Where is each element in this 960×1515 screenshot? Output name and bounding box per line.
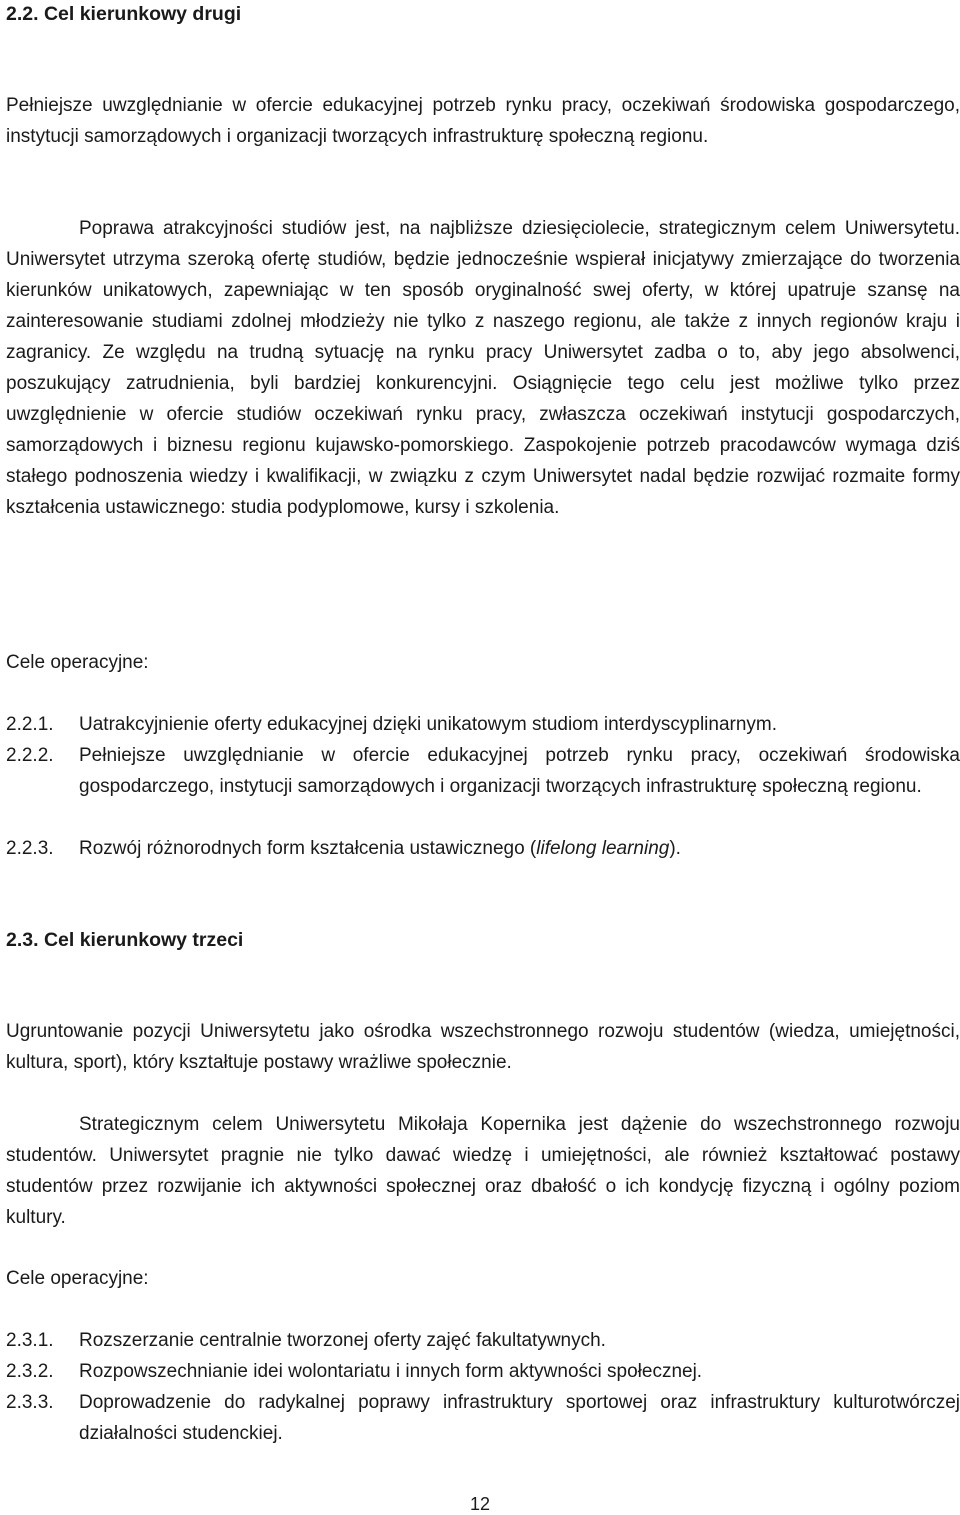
paragraph-continuation: Uniwersytet utrzyma szeroką ofertę studiów, będzie jednocześnie wspierał inicjatywy zmierzające do tworzenia kierunków unikatowych, zapewniając w ten sposób oryginalność swej oferty, w której upatruje szansę na zainteresowanie studiami zdolnej młodzieży nie tylko z naszego regionu, ale także z innych regionów kraju i zagranicy. Ze względu na trudną sytuację na rynku pracy Uniwersytet zadba o to, aby jego absolwenci, poszukujący zatrudnienia, byli bardziej konkurencyjni. Osiągnięcie tego celu jest możliwe tylko przez uwzględnienie w ofercie studiów oczekiwań rynku pracy, zwłaszcza oczekiwań instytucji gospodarczych, samorządowych i biznesu regionu kujawsko-pomorskiego. Zaspokojenie potrzeb pracodawców wymaga dziś stałego podnoszenia wiedzy i kwalifikacji, w związku z czym Uniwersytet nadal będzie rozwijać rozmaite formy kształcenia ustawicznego: studia podyplomowe, kursy i szkolenia. [6,249,960,518]
cele-operacyjne-label: Cele operacyjne: [6,1268,149,1289]
list-item-text: Uatrakcyjnienie oferty edukacyjnej dzięki unikatowym studiom interdyscyplinarnym. [79,714,778,735]
list-item-text: Rozszerzanie centralnie tworzonej oferty zajęć fakultatywnych. [79,1330,606,1351]
list-item [6,709,960,740]
list-item-number: 2.2.1. [6,714,54,735]
paragraph-lead-sentence: Poprawa atrakcyjności studiów jest, na najbliższe dziesięciolecie, strategicznym celem Uniwersytetu. [79,218,960,239]
list-item-text: Pełniejsze uwzględnianie w ofercie edukacyjnej potrzeb rynku pracy, oczekiwań środowiska gospodarczego, instytucji samorządowych i organizacji tworzących infrastrukturę społeczną regionu. [79,745,960,797]
list-item [6,1325,960,1356]
list-item-number: 2.3.1. [6,1330,54,1351]
list-item [6,740,960,802]
list-item-number: 2.3.3. [6,1392,54,1413]
section-intro: Ugruntowanie pozycji Uniwersytetu jako ośrodka wszechstronnego rozwoju studentów (wiedza, umiejętności, kultura, sport), który kształtuje postawy wrażliwe społecznie. [6,1021,960,1073]
list-item [6,1387,960,1449]
list-item-text: Doprowadzenie do radykalnej poprawy infrastruktury sportowej oraz infrastruktury kulturotwórczej działalności studenckiej. [79,1392,960,1444]
section-intro: Pełniejsze uwzględnianie w ofercie edukacyjnej potrzeb rynku pracy, oczekiwań środowiska gospodarczego, instytucji samorządowych i organizacji tworzących infrastrukturę społeczną regionu. [6,95,960,147]
section-heading: 2.2. Cel kierunkowy drugi [6,3,242,25]
list-item-text-end: ). [669,838,681,859]
list-item-number: 2.2.3. [6,838,54,859]
list-item-number: 2.2.2. [6,745,54,766]
list-item-text-start: Rozwój różnorodnych form kształcenia ustawicznego ( [79,838,537,859]
section-heading: 2.3. Cel kierunkowy trzeci [6,929,244,951]
list-item-text-italic: lifelong learning [536,838,670,859]
list-item-number: 2.3.2. [6,1361,54,1382]
list-item [6,833,960,864]
page-number: 12 [469,1494,491,1514]
body-paragraph [6,213,960,523]
paragraph-text: Strategicznym celem Uniwersytetu Mikołaja Kopernika jest dążenie do wszechstronnego rozwoju studentów. Uniwersytet pragnie nie tylko dawać wiedzę i umiejętności, ale również kształtować postawy studentów przez rozwijanie ich aktywności społecznej oraz dbałość o ich kondycję fizyczną i ogólny poziom kultury. [6,1114,960,1228]
list-item [6,1356,960,1387]
body-paragraph [6,1109,960,1233]
list-item-text [79,833,960,864]
cele-operacyjne-label: Cele operacyjne: [6,652,149,673]
list-item-text: Rozpowszechnianie idei wolontariatu i innych form aktywności społecznej. [79,1361,703,1382]
